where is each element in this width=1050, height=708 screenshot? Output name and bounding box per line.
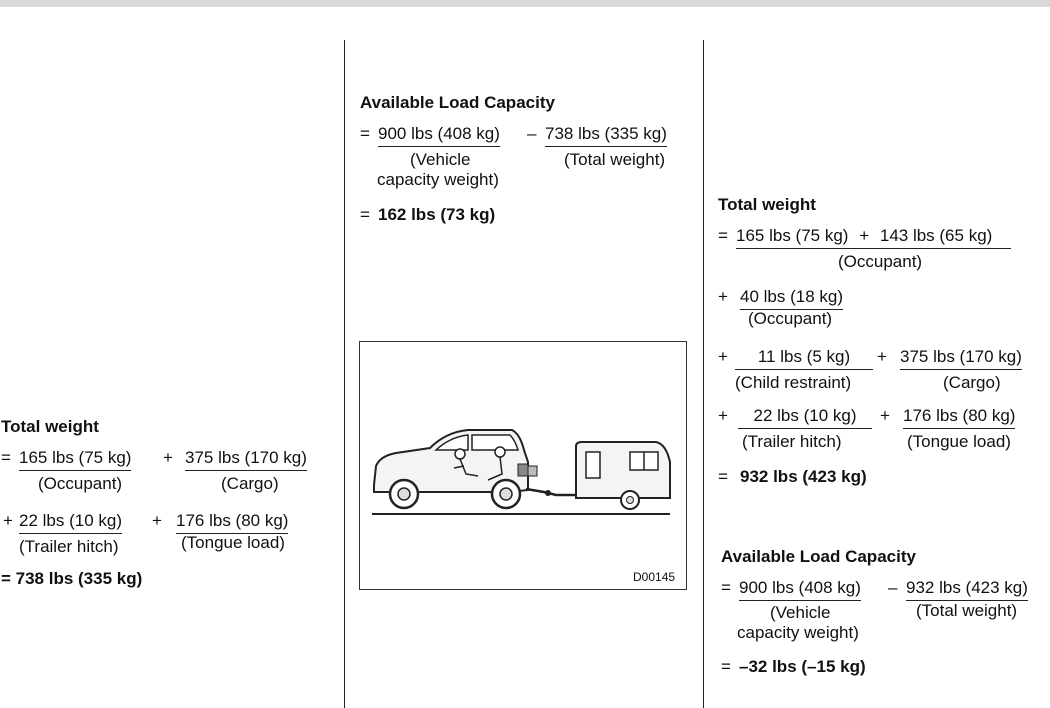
col3-hitch-weight: 22 lbs (10 kg) <box>738 406 872 429</box>
col3-plus-1: + <box>859 226 870 245</box>
col2-eq: = <box>360 124 370 143</box>
col3-alc-eq: = <box>721 578 731 597</box>
col3-alc-result: –32 lbs (–15 kg) <box>739 657 866 676</box>
col2-result: 162 lbs (73 kg) <box>378 205 496 224</box>
col1-plus-3: + <box>152 511 162 530</box>
col1-eq: = <box>1 448 11 467</box>
col2-result-eq: = <box>360 205 370 224</box>
col1-result: = 738 lbs (335 kg) <box>1 569 143 588</box>
col3-plus-4: + <box>877 347 887 366</box>
top-bar <box>0 0 1050 7</box>
col1-hitch-caption: (Trailer hitch) <box>19 537 119 556</box>
column-divider-right <box>703 40 704 708</box>
col1-cargo-caption: (Cargo) <box>221 474 279 493</box>
col1-cargo-weight: 375 lbs (170 kg) <box>185 448 307 471</box>
col1-plus-2: + <box>3 511 13 530</box>
col3-plus-6: + <box>880 406 890 425</box>
col1-occupant-caption: (Occupant) <box>38 474 123 493</box>
col2-total-weight: 738 lbs (335 kg) <box>545 124 667 147</box>
col3-plus-2: + <box>718 287 728 306</box>
col3-alc-minus: – <box>888 578 898 597</box>
col2-minus: – <box>527 124 537 143</box>
col2-heading: Available Load Capacity <box>360 93 555 112</box>
col3-heading: Total weight <box>718 195 816 214</box>
col2-vehicle-capacity: 900 lbs (408 kg) <box>378 124 500 147</box>
col3-plus-3: + <box>718 347 728 366</box>
col3-result-eq: = <box>718 467 728 486</box>
col3-occupants-line <box>736 226 1011 249</box>
col3-occupant-weight-2: 143 lbs (65 kg) <box>879 226 993 245</box>
col2-vehicle-caption-2: capacity weight) <box>377 170 499 189</box>
col3-cargo-caption: (Cargo) <box>943 373 1001 392</box>
col3-alc-vehicle-caption-1: (Vehicle <box>770 603 831 622</box>
col3-child-restraint-weight: 11 lbs (5 kg) <box>735 347 873 370</box>
figure-code: D00145 <box>633 570 676 584</box>
col2-total-caption: (Total weight) <box>564 150 666 169</box>
col3-hitch-caption: (Trailer hitch) <box>742 432 842 451</box>
col3-tongue-weight: 176 lbs (80 kg) <box>903 406 1015 429</box>
col3-alc-vehicle-caption-2: capacity weight) <box>737 623 859 642</box>
col3-alc-vehicle-capacity: 900 lbs (408 kg) <box>739 578 861 601</box>
col1-heading: Total weight <box>1 417 99 436</box>
col1-plus-1: + <box>163 448 173 467</box>
col3-cargo-weight: 375 lbs (170 kg) <box>900 347 1022 370</box>
col3-tongue-caption: (Tongue load) <box>907 432 1011 451</box>
column-divider-left <box>344 40 345 708</box>
col1-hitch-weight: 22 lbs (10 kg) <box>19 511 122 534</box>
col3-plus-5: + <box>718 406 728 425</box>
vehicle-trailer-illustration <box>359 341 687 590</box>
col3-alc-total-caption: (Total weight) <box>916 601 1018 620</box>
col3-child-restraint-caption: (Child restraint) <box>735 373 852 392</box>
col3-occupant-caption-1: (Occupant) <box>838 252 923 271</box>
col3-occupant-weight-1: 165 lbs (75 kg) <box>736 226 849 245</box>
col3-alc-heading: Available Load Capacity <box>721 547 916 566</box>
col1-tongue-weight: 176 lbs (80 kg) <box>176 511 288 534</box>
col1-tongue-caption: (Tongue load) <box>181 533 285 552</box>
col3-result: 932 lbs (423 kg) <box>740 467 867 486</box>
col2-vehicle-caption-1: (Vehicle <box>410 150 471 169</box>
car-towing-trailer-icon <box>360 342 686 589</box>
col3-eq: = <box>718 226 728 245</box>
col3-alc-total-weight: 932 lbs (423 kg) <box>906 578 1028 601</box>
col1-occupant-weight: 165 lbs (75 kg) <box>19 448 131 471</box>
col3-alc-result-eq: = <box>721 657 731 676</box>
col3-occupant-weight-3: 40 lbs (18 kg) <box>740 287 843 310</box>
col3-occupant-caption-2: (Occupant) <box>748 309 833 328</box>
